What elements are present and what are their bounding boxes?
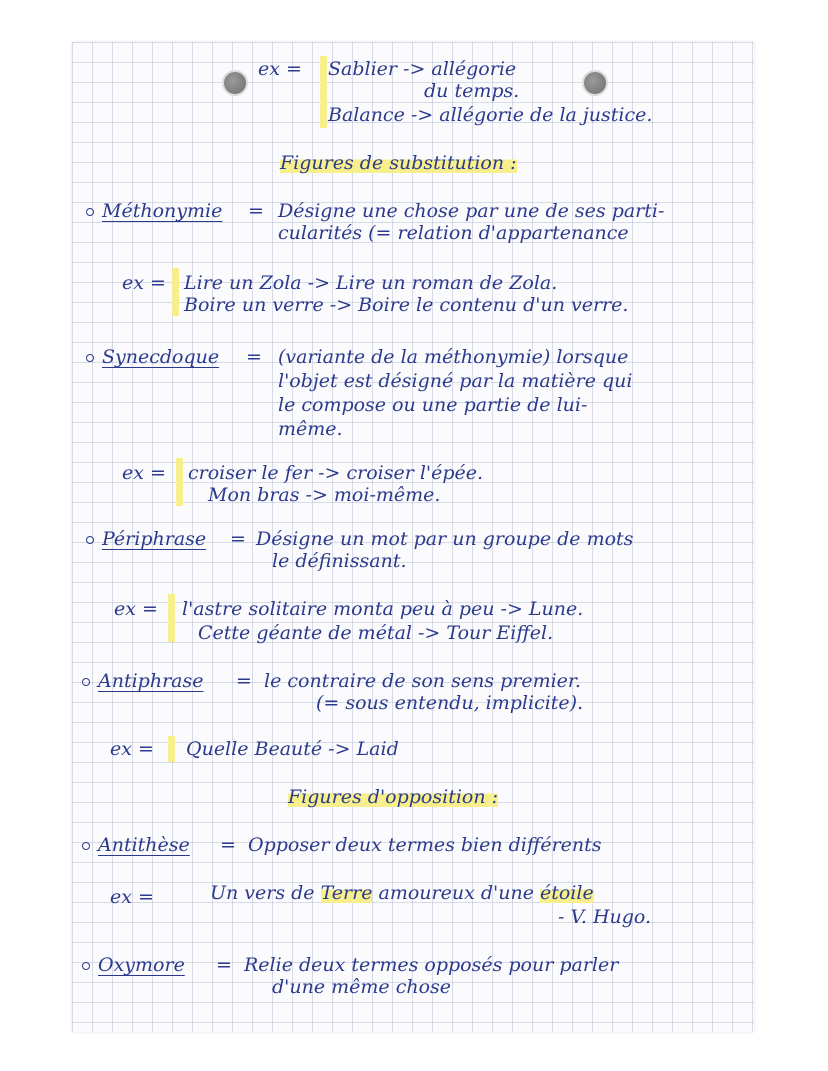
example-label: ex =	[110, 886, 154, 908]
definition-line: Relie deux termes opposés pour parler	[244, 954, 619, 976]
example-line: Boire un verre -> Boire le contenu d'un verre.	[184, 294, 629, 316]
notebook-page	[72, 42, 754, 1032]
definition-line: (variante de la méthonymie) lorsque	[278, 346, 629, 368]
equals-sign: =	[216, 954, 232, 976]
example-line: l'astre solitaire monta peu à peu -> Lune.	[182, 598, 584, 620]
definition-line: d'une même chose	[272, 976, 452, 998]
highlight-bar	[168, 736, 175, 762]
bullet-icon	[82, 962, 90, 970]
highlight-bar	[176, 458, 183, 506]
example-line: Lire un Zola -> Lire un roman de Zola.	[184, 272, 558, 294]
example-line: Balance -> allégorie de la justice.	[328, 104, 653, 126]
example-label: ex =	[258, 58, 302, 80]
example-line: Un vers de Terre amoureux d'une étoile	[210, 882, 594, 904]
equals-sign: =	[246, 346, 262, 368]
definition-line: même.	[278, 418, 343, 440]
definition-line: l'objet est désigné par la matière qui	[278, 370, 633, 392]
bullet-icon	[82, 678, 90, 686]
punch-hole-right	[582, 70, 608, 96]
example-author: - V. Hugo.	[558, 906, 652, 928]
term-antithese: Antithèse	[98, 834, 190, 856]
bullet-icon	[86, 536, 94, 544]
term-oxymore: Oxymore	[98, 954, 185, 976]
definition-line: le contraire de son sens premier.	[264, 670, 581, 692]
term-methonymie: Méthonymie	[102, 200, 223, 222]
equals-sign: =	[220, 834, 236, 856]
bullet-icon	[86, 354, 94, 362]
punch-hole-left	[222, 70, 248, 96]
bullet-icon	[86, 208, 94, 216]
definition-line: le définissant.	[272, 550, 407, 572]
example-label: ex =	[110, 738, 154, 760]
definition-line: Désigne une chose par une de ses parti-	[278, 200, 665, 222]
term-synecdoque: Synecdoque	[102, 346, 220, 368]
term-periphrase: Périphrase	[102, 528, 207, 550]
example-line: Cette géante de métal -> Tour Eiffel.	[198, 622, 554, 644]
example-line: du temps.	[424, 80, 520, 102]
term-antiphrase: Antiphrase	[98, 670, 204, 692]
definition-line: cularités (= relation d'appartenance	[278, 222, 629, 244]
example-label: ex =	[122, 272, 166, 294]
equals-sign: =	[230, 528, 246, 550]
definition-line: Désigne un mot par un groupe de mots	[256, 528, 634, 550]
equals-sign: =	[236, 670, 252, 692]
highlight-bar	[172, 268, 179, 316]
highlight-bar	[168, 594, 175, 642]
example-label: ex =	[122, 462, 166, 484]
example-line: Sablier -> allégorie	[328, 58, 517, 80]
highlight-bar	[320, 56, 327, 128]
section-heading: Figures d'opposition :	[288, 786, 499, 808]
definition-line: Opposer deux termes bien différents	[248, 834, 602, 856]
equals-sign: =	[248, 200, 264, 222]
bullet-icon	[82, 842, 90, 850]
example-line: Mon bras -> moi-même.	[208, 484, 441, 506]
example-line: Quelle Beauté -> Laid	[186, 738, 399, 760]
example-label: ex =	[114, 598, 158, 620]
definition-line: (= sous entendu, implicite).	[316, 692, 584, 714]
definition-line: le compose ou une partie de lui-	[278, 394, 588, 416]
example-line: croiser le fer -> croiser l'épée.	[188, 462, 484, 484]
section-heading: Figures de substitution :	[280, 152, 517, 174]
